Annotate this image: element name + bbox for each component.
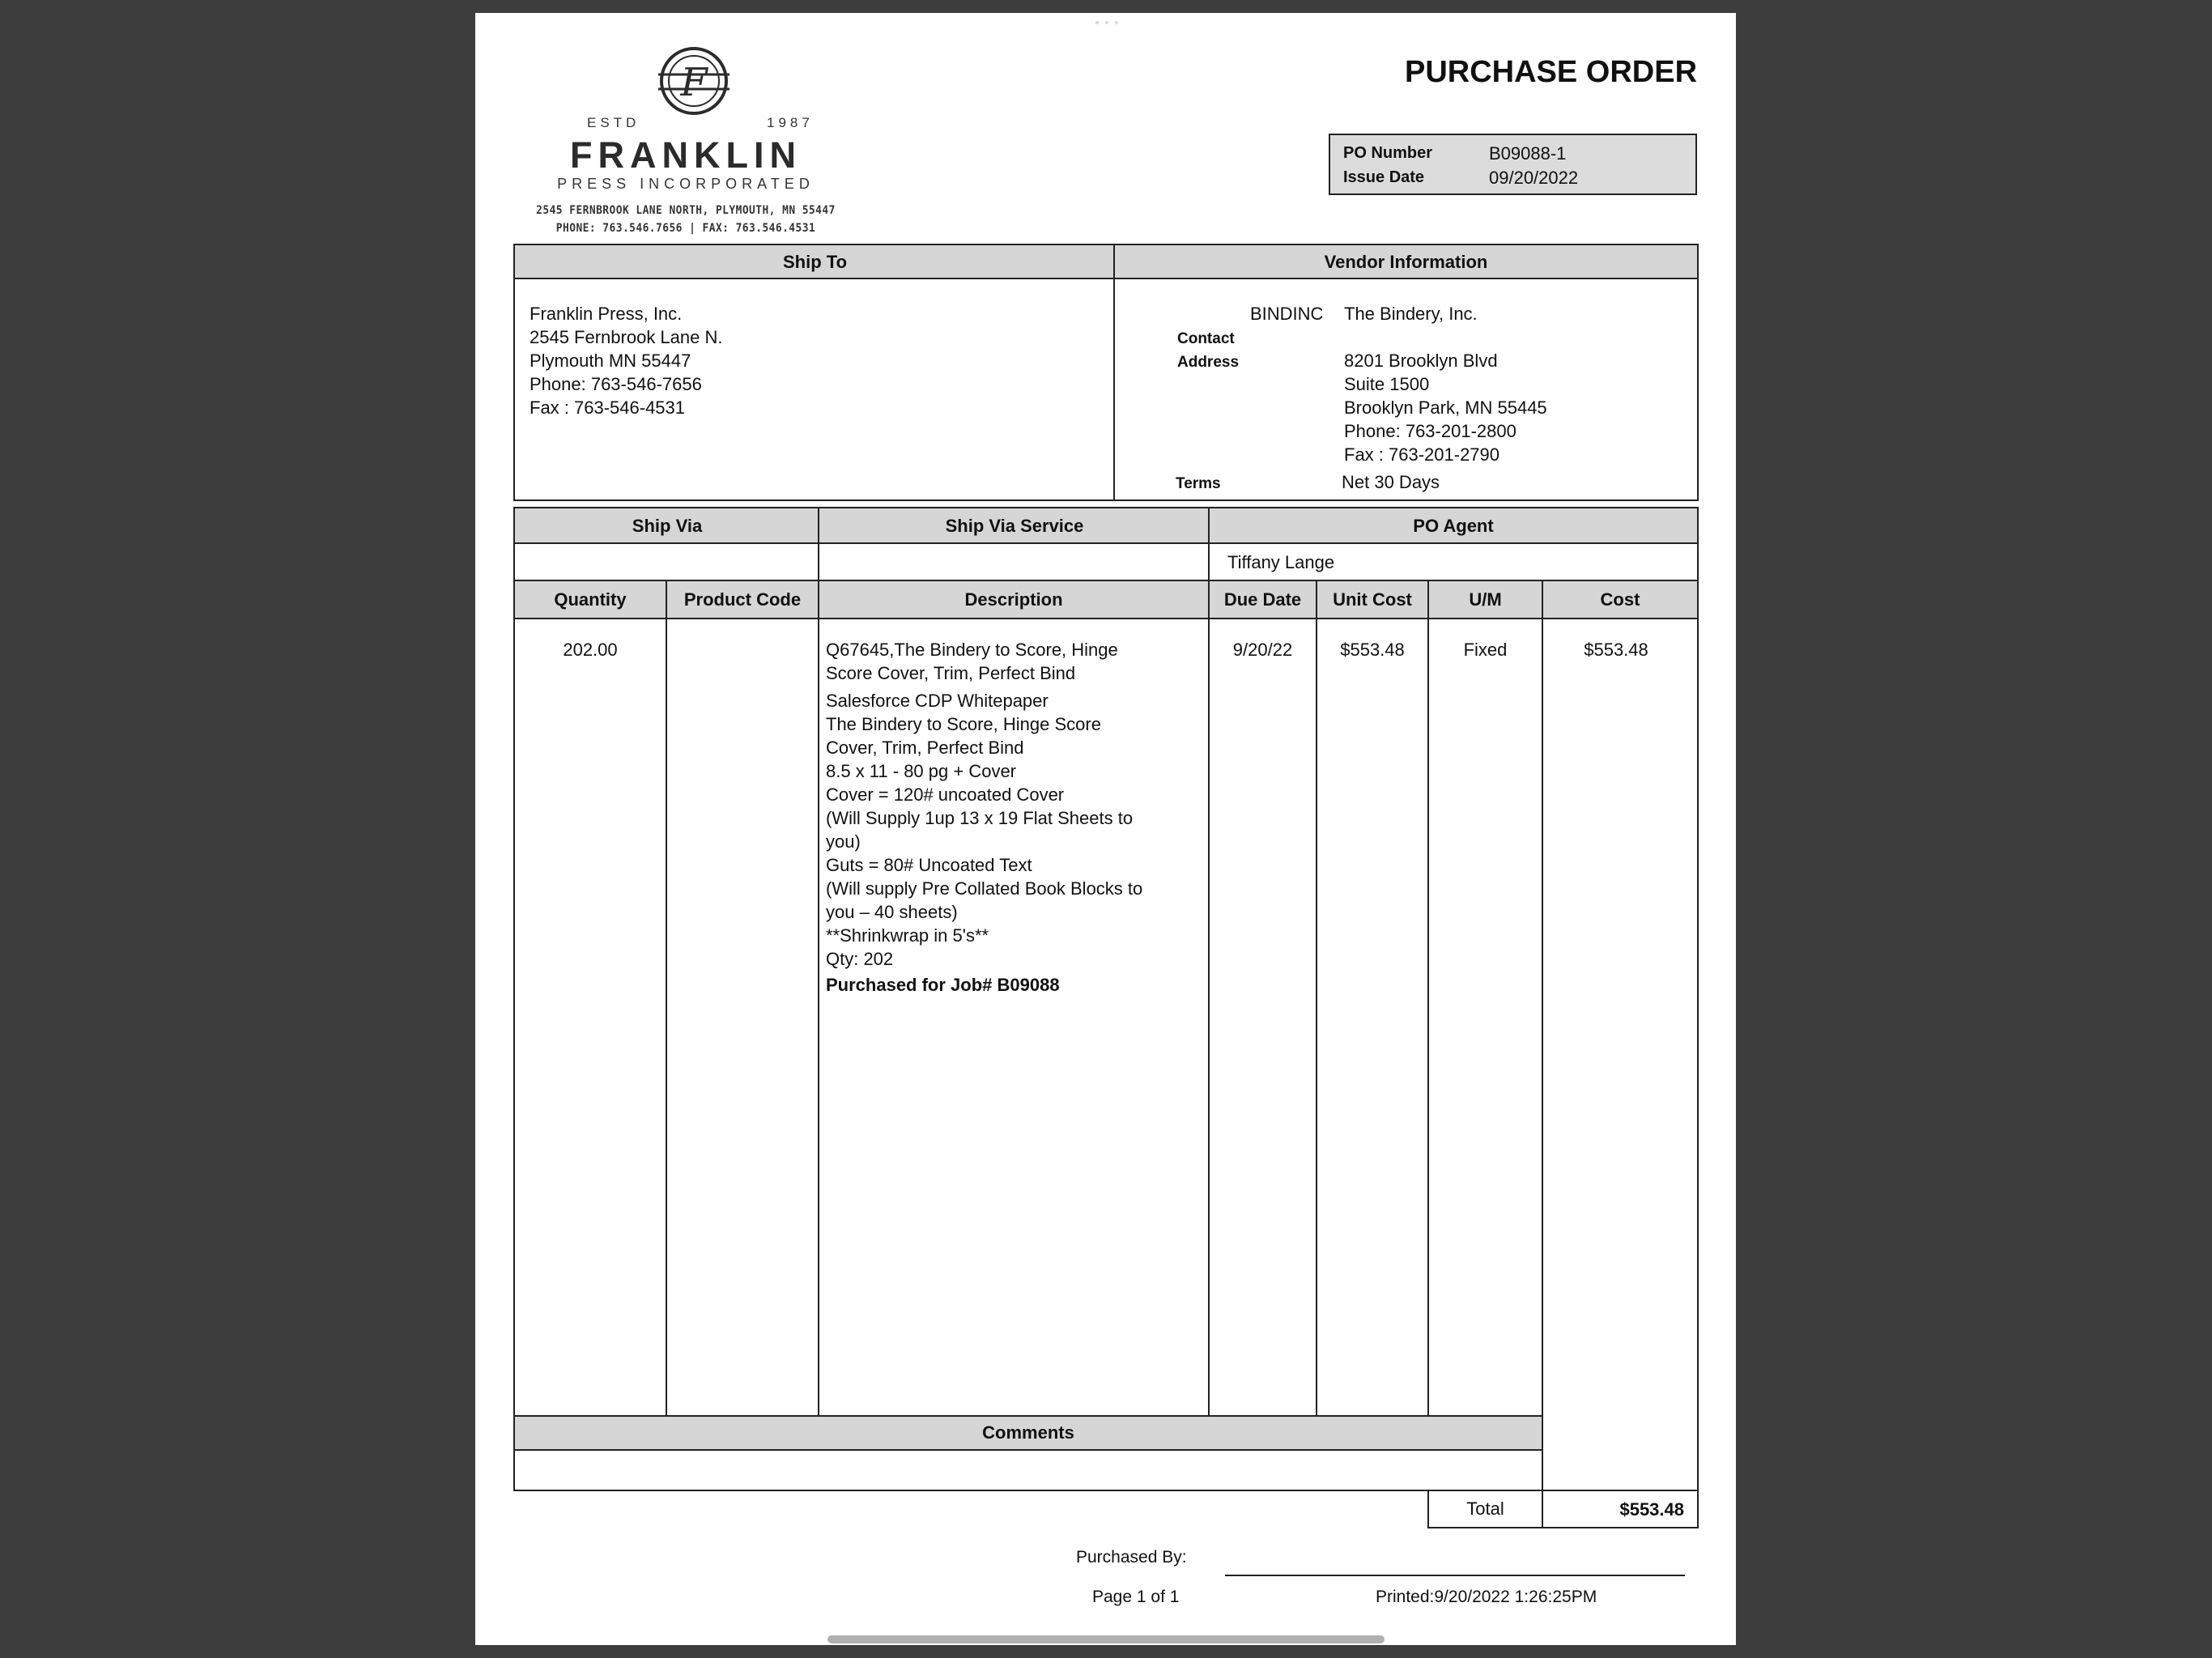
po-agent-heading: PO Agent bbox=[1210, 508, 1697, 544]
total-value: $553.48 bbox=[1619, 1499, 1684, 1520]
description-line: Cover, Trim, Perfect Bind bbox=[826, 738, 1024, 758]
document-page bbox=[475, 13, 1736, 1645]
company-logo bbox=[516, 45, 856, 248]
po-agent-value: Tiffany Lange bbox=[1227, 552, 1335, 572]
page-title: PURCHASE ORDER bbox=[1405, 55, 1698, 89]
description-line: Salesforce CDP Whitepaper bbox=[826, 691, 1049, 711]
po-info-box bbox=[1329, 134, 1697, 195]
franklin-emblem-icon bbox=[655, 45, 733, 117]
vendor-address-line: Suite 1500 bbox=[1344, 374, 1430, 394]
description-line: Guts = 80# Uncoated Text bbox=[826, 855, 1032, 875]
description-line: **Shrinkwrap in 5's** bbox=[826, 925, 989, 946]
printed-timestamp: Printed:9/20/2022 1:26:25PM bbox=[1376, 1588, 1597, 1606]
logo-phone: PHONE: 763.546.7656 | FAX: 763.546.4531 bbox=[555, 222, 816, 235]
col-um: U/M bbox=[1429, 581, 1542, 618]
ship-vendor-table bbox=[513, 244, 1699, 501]
ship-to-line: Phone: 763-546-7656 bbox=[530, 374, 702, 394]
items-table bbox=[513, 580, 1699, 1520]
logo-estd: ESTD bbox=[587, 115, 640, 130]
issue-date-label: Issue Date bbox=[1343, 168, 1425, 186]
vendor-address-line: Phone: 763-201-2800 bbox=[1344, 421, 1516, 441]
total-label: Total bbox=[1466, 1499, 1504, 1519]
description-line: The Bindery to Score, Hinge Score bbox=[826, 714, 1101, 734]
contact-label: Contact bbox=[1177, 330, 1235, 347]
comments-heading: Comments bbox=[515, 1417, 1542, 1449]
row-due-date: 9/20/22 bbox=[1232, 640, 1293, 660]
col-description: Description bbox=[819, 581, 1208, 618]
shipping-table bbox=[513, 507, 1699, 580]
vendor-heading: Vendor Information bbox=[1115, 245, 1697, 279]
vendor-address-line: 8201 Brooklyn Blvd bbox=[1344, 351, 1498, 371]
row-um: Fixed bbox=[1463, 640, 1508, 660]
col-cost: Cost bbox=[1543, 581, 1697, 618]
ship-to-line: Fax : 763-546-4531 bbox=[530, 397, 686, 418]
purchased-by-label: Purchased By: bbox=[1076, 1548, 1187, 1567]
description-line: 8.5 x 11 - 80 pg + Cover bbox=[826, 761, 1017, 781]
po-number-value: B09088-1 bbox=[1489, 143, 1567, 164]
ship-to-line: 2545 Fernbrook Lane N. bbox=[530, 327, 723, 347]
issue-date-value: 09/20/2022 bbox=[1489, 168, 1579, 188]
svg-text:F: F bbox=[680, 60, 708, 105]
vendor-address-line: Brooklyn Park, MN 55445 bbox=[1344, 397, 1547, 418]
drag-handle-icon[interactable] bbox=[1091, 18, 1123, 29]
row-quantity: 202.00 bbox=[563, 640, 618, 660]
logo-name: FRANKLIN bbox=[570, 134, 802, 176]
vendor-code: BINDINC bbox=[1250, 304, 1324, 324]
description-line: (Will Supply 1up 13 x 19 Flat Sheets to bbox=[826, 808, 1134, 828]
terms-value: Net 30 Days bbox=[1342, 472, 1440, 492]
logo-subtitle: PRESS INCORPORATED bbox=[557, 176, 815, 192]
col-product-code: Product Code bbox=[667, 581, 818, 618]
col-due-date: Due Date bbox=[1210, 581, 1316, 618]
ship-to-heading: Ship To bbox=[515, 245, 1115, 279]
col-quantity: Quantity bbox=[515, 581, 666, 618]
page-number: Page 1 of 1 bbox=[1092, 1588, 1180, 1606]
vendor-name: The Bindery, Inc. bbox=[1344, 304, 1478, 324]
row-cost: $553.48 bbox=[1584, 640, 1648, 660]
horizontal-scrollbar[interactable] bbox=[827, 1635, 1385, 1643]
signature-line bbox=[1225, 1575, 1685, 1576]
logo-address: 2545 FERNBROOK LANE NORTH, PLYMOUTH, MN 55447 bbox=[536, 204, 836, 217]
address-label: Address bbox=[1177, 354, 1240, 371]
po-number-label: PO Number bbox=[1343, 144, 1433, 162]
logo-year: 1987 bbox=[767, 115, 814, 130]
col-unit-cost: Unit Cost bbox=[1317, 581, 1427, 618]
ship-to-line: Plymouth MN 55447 bbox=[530, 351, 691, 371]
terms-label: Terms bbox=[1176, 475, 1221, 492]
ship-to-line: Franklin Press, Inc. bbox=[530, 304, 683, 324]
vendor-address-line: Fax : 763-201-2790 bbox=[1344, 444, 1500, 465]
description-line: Cover = 120# uncoated Cover bbox=[826, 784, 1065, 805]
description-line: Qty: 202 bbox=[826, 949, 894, 969]
ship-via-service-heading: Ship Via Service bbox=[819, 508, 1210, 544]
description-line: Score Cover, Trim, Perfect Bind bbox=[826, 663, 1076, 683]
ship-via-heading: Ship Via bbox=[515, 508, 819, 544]
description-line: (Will supply Pre Collated Book Blocks to bbox=[826, 878, 1143, 899]
description-line: you – 40 sheets) bbox=[826, 902, 958, 922]
description-line: Q67645,The Bindery to Score, Hinge bbox=[826, 640, 1118, 660]
row-unit-cost: $553.48 bbox=[1340, 640, 1405, 660]
job-note: Purchased for Job# B09088 bbox=[826, 975, 1060, 995]
description-line: you) bbox=[826, 831, 861, 852]
